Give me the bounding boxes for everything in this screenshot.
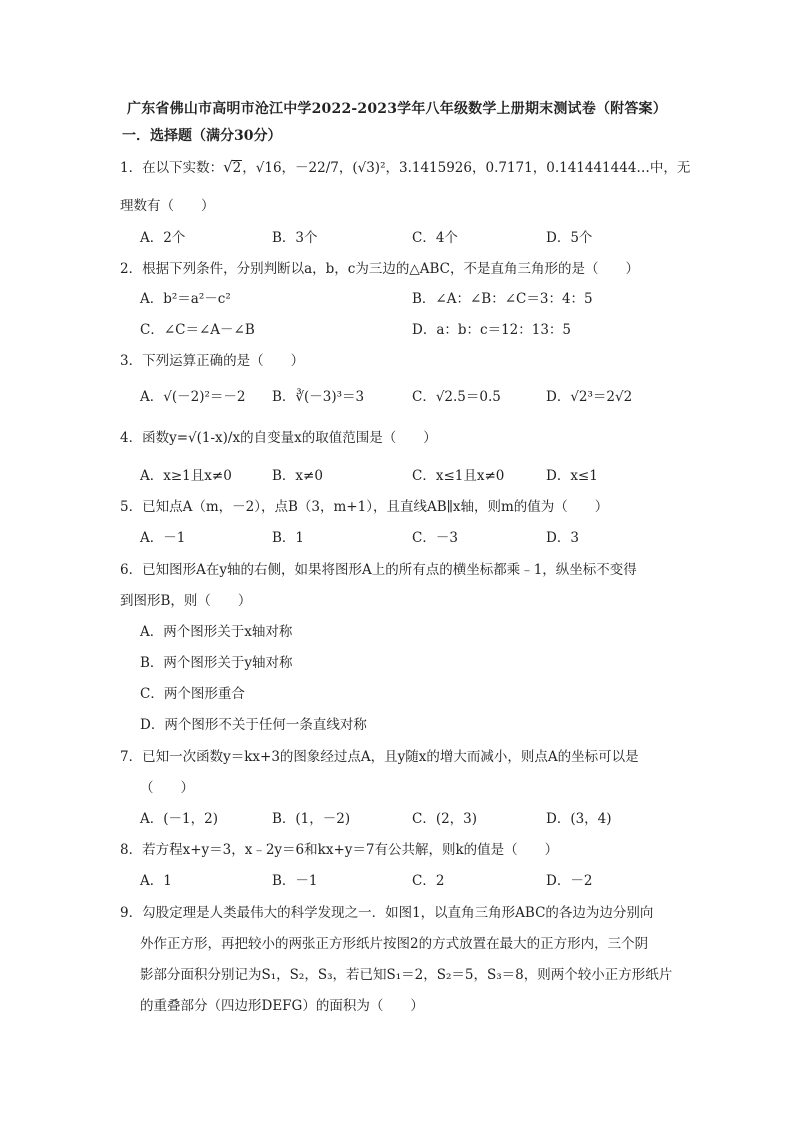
question-6-stem: 6．已知图形A在y轴的右侧，如果将图形A上的所有点的横坐标都乘﹣1，纵坐标不变得 xyxy=(120,562,637,578)
q2-option-d[interactable]: D．a：b：c＝12：13：5 xyxy=(412,322,572,338)
q6-option-b[interactable]: B．两个图形关于y轴对称 xyxy=(140,655,293,671)
question-7-stem-cont: （ ） xyxy=(140,780,194,796)
q3-option-a[interactable]: A．√(－2)²＝－2 xyxy=(140,389,246,405)
q6-option-d[interactable]: D．两个图形不关于任何一条直线对称 xyxy=(140,717,367,733)
q8-option-d[interactable]: D．－2 xyxy=(546,873,593,889)
q7-option-b[interactable]: B．(1，－2) xyxy=(272,811,351,827)
q5-option-c[interactable]: C．－3 xyxy=(412,530,458,546)
section-heading: 一．选择题（满分30分） xyxy=(122,128,282,144)
q4-option-a[interactable]: A．x≥1且x≠0 xyxy=(140,468,232,484)
q1-stem-a: 1．在以下实数： xyxy=(120,160,224,176)
q4-option-c[interactable]: C．x≤1且x≠0 xyxy=(412,468,505,484)
q8-option-c[interactable]: C．2 xyxy=(412,873,445,889)
q4-option-d[interactable]: D．x≤1 xyxy=(546,468,598,484)
q5-option-b[interactable]: B．1 xyxy=(272,530,305,546)
question-8-stem: 8．若方程x+y＝3，x﹣2y＝6和kx+y＝7有公共解，则k的值是（ ） xyxy=(120,842,559,858)
q1-option-b[interactable]: B．3个 xyxy=(272,230,318,246)
q8-option-b[interactable]: B．－1 xyxy=(272,873,318,889)
q1-list: ，√16，－22/7，(√3)²，3.1415926，0.7171，0.141441444…中，无 xyxy=(242,160,691,176)
question-9-line-1: 9．勾股定理是人类最伟大的科学发现之一．如图1，以直角三角形ABC的各边为边分别向 xyxy=(120,905,654,921)
q4-option-b[interactable]: B．x≠0 xyxy=(272,468,323,484)
question-2-stem: 2．根据下列条件，分别判断以a，b，c为三边的△ABC，不是直角三角形的是（ ） xyxy=(120,261,639,277)
q6-option-a[interactable]: A．两个图形关于x轴对称 xyxy=(140,624,293,640)
q7-option-d[interactable]: D．(3，4) xyxy=(546,811,612,827)
q5-option-a[interactable]: A．－1 xyxy=(140,530,186,546)
question-9-line-4: 的重叠部分（四边形DEFG）的面积为（ ） xyxy=(140,998,424,1014)
question-7-stem: 7．已知一次函数y＝kx+3的图象经过点A，且y随x的增大而减小，则点A的坐标可以是 xyxy=(120,749,639,765)
question-9-line-3: 影部分面积分别记为S₁，S₂，S₃，若已知S₁＝2，S₂＝5，S₃＝8，则两个较小正方形纸片 xyxy=(140,967,673,983)
question-5-stem: 5．已知点A（m，－2），点B（3，m+1），且直线AB∥x轴，则m的值为（ ） xyxy=(120,499,609,515)
q2-option-c[interactable]: C．∠C＝∠A－∠B xyxy=(140,322,255,338)
q8-option-a[interactable]: A．1 xyxy=(140,873,172,889)
question-1-stem xyxy=(120,157,691,178)
q5-option-d[interactable]: D．3 xyxy=(546,530,579,546)
q1-option-c[interactable]: C．4个 xyxy=(412,230,458,246)
q1-option-a[interactable]: A．2个 xyxy=(140,230,186,246)
question-3-stem: 3．下列运算正确的是（ ） xyxy=(120,353,305,369)
q3-option-c[interactable]: C．√2.5＝0.5 xyxy=(412,389,501,405)
q7-option-c[interactable]: C．(2，3) xyxy=(412,811,478,827)
q1-option-d[interactable]: D．5个 xyxy=(546,230,593,246)
question-1-stem-cont: 理数有（ ） xyxy=(120,198,215,214)
q1-sqrt2: √2 xyxy=(223,158,242,176)
question-6-stem-cont: 到图形B，则（ ） xyxy=(120,593,252,609)
q3-option-b[interactable]: B．∛(－3)³＝3 xyxy=(272,389,365,405)
q6-option-c[interactable]: C．两个图形重合 xyxy=(140,686,245,702)
question-4-stem: 4．函数y=√(1-x)/x的自变量x的取值范围是（ ） xyxy=(120,430,437,446)
question-9-line-2: 外作正方形，再把较小的两张正方形纸片按图2的方式放置在最大的正方形内，三个阴 xyxy=(140,936,649,952)
q2-option-a[interactable]: A．b²＝a²－c² xyxy=(140,291,231,307)
page-title: 广东省佛山市高明市沧江中学2022-2023学年八年级数学上册期末测试卷（附答案） xyxy=(127,101,667,117)
q3-option-d[interactable]: D．√2³＝2√2 xyxy=(546,389,633,405)
q7-option-a[interactable]: A．(－1，2) xyxy=(140,811,218,827)
q2-option-b[interactable]: B．∠A：∠B：∠C＝3：4：5 xyxy=(412,291,593,307)
